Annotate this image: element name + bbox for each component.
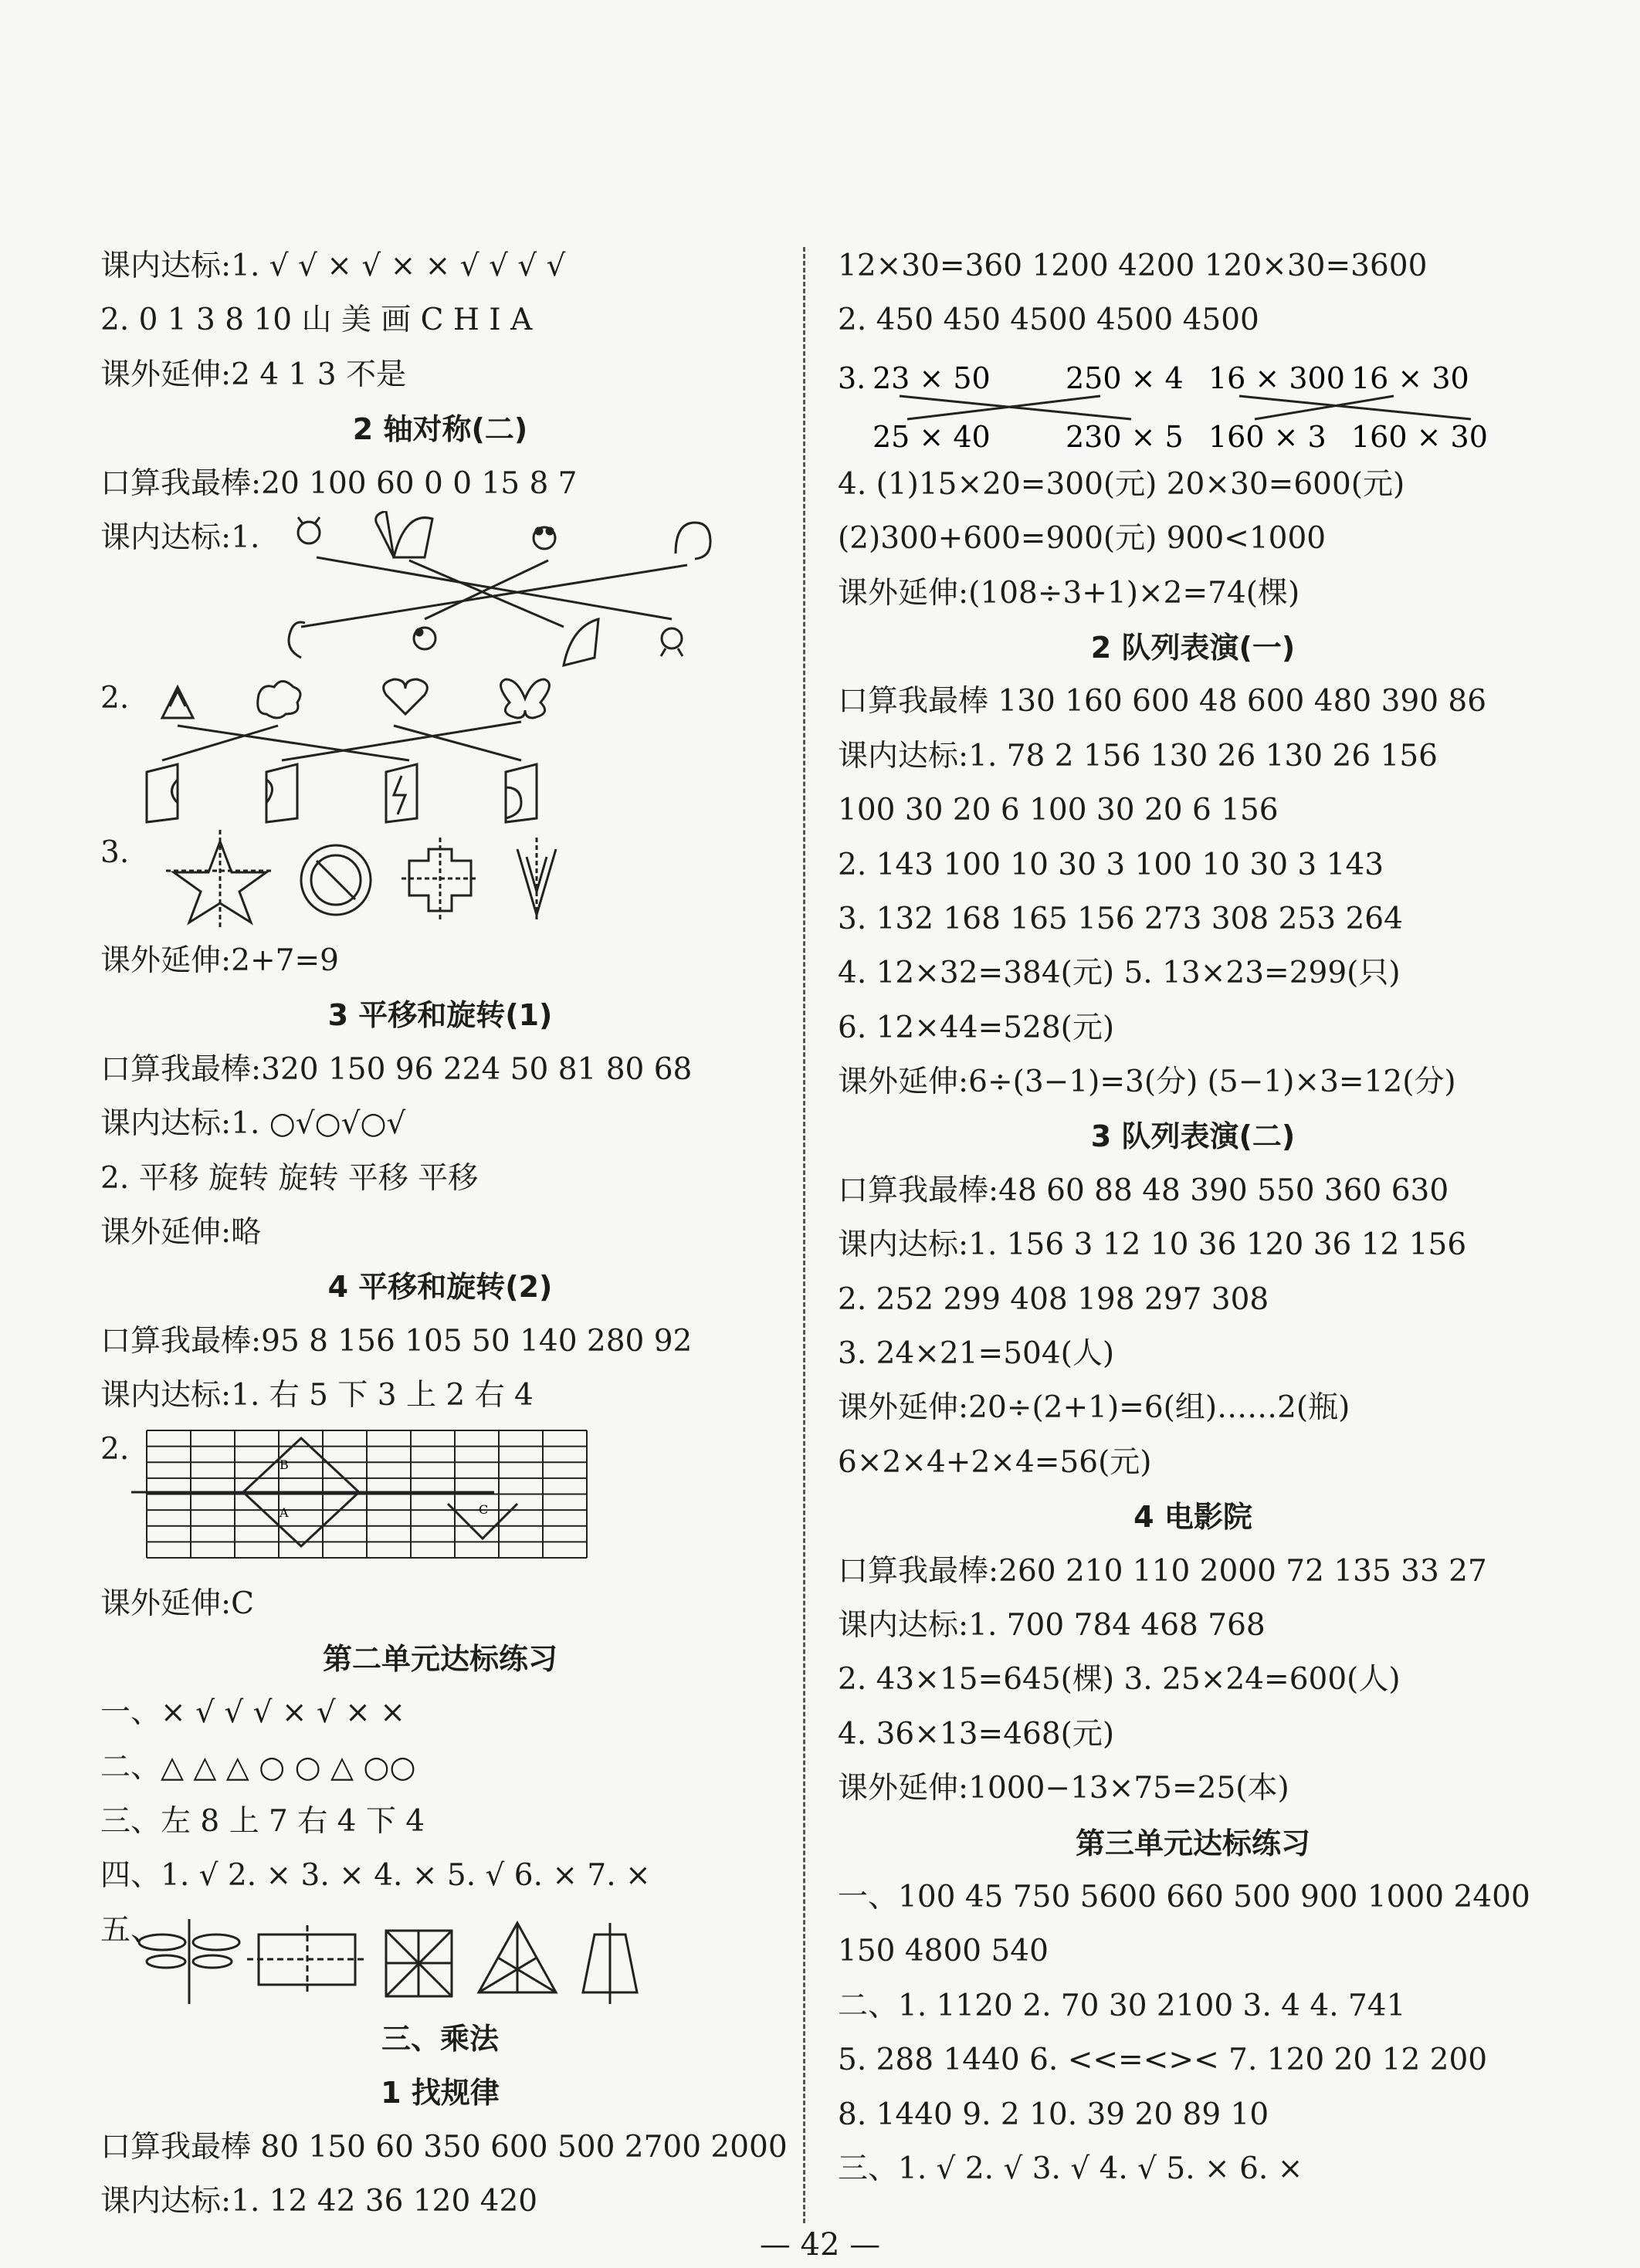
- answer-line: 口算我最棒:95 8 156 105 50 140 280 92: [100, 1323, 693, 1359]
- right-column: [838, 239, 1548, 2196]
- match-top-item: 250 × 4: [1066, 361, 1184, 395]
- match-top-item: 16 × 300: [1208, 361, 1345, 395]
- figure-label: 课内达标:1.: [100, 520, 260, 555]
- section-heading: 4 电影院: [1133, 1500, 1252, 1535]
- answer-line: 口算我最棒:48 60 88 48 390 550 360 630: [838, 1173, 1449, 1208]
- figure-label: 五、: [100, 1912, 161, 1948]
- answer-line: 2. 0 1 3 8 10 山 美 画 C H I A: [100, 303, 533, 338]
- grid-figure: [100, 1423, 780, 1577]
- answer-line: 2. 252 299 408 198 297 308: [838, 1281, 1269, 1317]
- answer-line: 课内达标:1. √ √ × √ × × √ √ √ √: [100, 249, 566, 283]
- figure-label: 2.: [100, 680, 130, 716]
- answer-line: 8. 1440 9. 2 10. 39 20 89 10: [838, 2097, 1269, 2132]
- section-heading: 第二单元达标练习: [322, 1641, 557, 1676]
- left-column: [100, 239, 788, 2229]
- answer-line: 课内达标:1. ○√○√○√: [100, 1106, 406, 1142]
- answer-line: 一、× √ √ √ × √ × ×: [100, 1695, 405, 1731]
- answer-line: 6. 12×44=528(元): [838, 1010, 1115, 1045]
- matching-figure-1: [100, 511, 780, 672]
- section-heading: 三、乘法: [381, 2021, 499, 2056]
- symmetry-matching-drawing: [100, 511, 780, 672]
- answer-line: 课内达标:1. 156 3 12 10 36 120 36 12 156: [838, 1227, 1467, 1263]
- answer-line: 课外延伸:C: [100, 1586, 254, 1622]
- answer-line: 一、100 45 750 5600 660 500 900 1000 2400: [838, 1879, 1530, 1914]
- answer-line: 口算我最棒 80 150 60 350 600 500 2700 2000: [100, 2129, 788, 2165]
- section-heading: 4 平移和旋转(2): [327, 1270, 553, 1305]
- answer-line: 三、左 8 上 7 右 4 下 4: [100, 1804, 425, 1840]
- section-heading: 第三单元达标练习: [1075, 1826, 1310, 1860]
- answer-line: 口算我最棒:320 150 96 224 50 81 80 68: [100, 1051, 693, 1087]
- match-top-item: 16 × 30: [1351, 361, 1469, 395]
- answer-line: 课外延伸:6÷(3−1)=3(分) (5−1)×3=12(分): [838, 1065, 1456, 1100]
- match-top-item: 23 × 50: [873, 361, 991, 395]
- answer-line: 3. 132 168 165 156 273 308 253 264: [838, 901, 1403, 936]
- answer-line: 口算我最棒:260 210 110 2000 72 135 33 27: [838, 1553, 1487, 1589]
- product-matching-figure: [838, 348, 1548, 458]
- page-number: — 42 —: [759, 2227, 881, 2263]
- symmetry-axes-drawing: [100, 826, 780, 934]
- answer-line: 2. 450 450 4500 4500 4500: [838, 303, 1259, 338]
- answer-line: (2)300+600=900(元) 900<1000: [838, 521, 1327, 557]
- folding-matching-drawing: [100, 672, 780, 826]
- answer-line: 150 4800 540: [838, 1934, 1049, 1969]
- answer-line: 2. 143 100 10 30 3 100 10 30 3 143: [838, 847, 1384, 882]
- answer-line: 3. 24×21=504(人): [838, 1336, 1115, 1372]
- symmetry-figure-5: [100, 1904, 780, 2012]
- answer-line: 2. 43×15=645(棵) 3. 25×24=600(人): [838, 1662, 1401, 1698]
- answer-line: 课外延伸:略: [100, 1214, 262, 1250]
- answer-line: 课内达标:1. 700 784 468 768: [838, 1607, 1266, 1643]
- grid-letter: A: [280, 1505, 289, 1521]
- section-heading: 2 轴对称(二): [352, 412, 528, 447]
- symmetry-lines-drawing: [100, 1904, 780, 2012]
- answer-line: 二、1. 1120 2. 70 30 2100 3. 4 4. 741: [838, 1988, 1406, 2023]
- column-divider: [803, 247, 805, 2223]
- section-heading: 3 队列表演(二): [1090, 1119, 1296, 1154]
- match-bottom-item: 160 × 3: [1208, 419, 1327, 454]
- grid-letter: C: [479, 1502, 489, 1518]
- matching-figure-3: [100, 826, 780, 934]
- section-heading: 3 平移和旋转(1): [327, 998, 553, 1033]
- matching-figure-2: [100, 672, 780, 826]
- answer-line: 课外延伸:20÷(2+1)=6(组)……2(瓶): [838, 1390, 1350, 1426]
- figure-label: 3.: [100, 834, 130, 870]
- figure-label: 2.: [100, 1432, 130, 1467]
- answer-line: 4. 36×13=468(元): [838, 1716, 1115, 1752]
- answer-line: 4. 12×32=384(元) 5. 13×23=299(只): [838, 956, 1401, 991]
- answer-line: 课外延伸:1000−13×75=25(本): [838, 1771, 1289, 1806]
- answer-line: 课内达标:1. 12 42 36 120 420: [100, 2183, 538, 2219]
- answer-line: 二、△ △ △ ○ ○ △ ○○: [100, 1749, 416, 1785]
- match-bottom-item: 25 × 40: [873, 419, 991, 454]
- answer-line: 2. 平移 旋转 旋转 平移 平移: [100, 1160, 479, 1196]
- answer-line: 课外延伸:2+7=9: [100, 943, 339, 978]
- answer-line: 课外延伸:2 4 1 3 不是: [100, 357, 406, 392]
- answer-line: 口算我最棒 130 160 600 48 600 480 390 86: [838, 684, 1487, 719]
- match-bottom-item: 230 × 5: [1066, 419, 1184, 454]
- answer-line: 4. (1)15×20=300(元) 20×30=600(元): [838, 466, 1405, 502]
- answer-line: 5. 288 1440 6. <<=<>< 7. 120 20 12 200: [838, 2043, 1488, 2078]
- grid-letter: B: [280, 1457, 289, 1473]
- figure-label: 3.: [838, 361, 866, 395]
- section-heading: 2 队列表演(一): [1090, 630, 1296, 665]
- answer-line: 12×30=360 1200 4200 120×30=3600: [838, 249, 1428, 283]
- answer-line: 四、1. √ 2. × 3. × 4. × 5. √ 6. × 7. ×: [100, 1858, 651, 1894]
- section-heading: 1 找规律: [381, 2076, 500, 2111]
- answer-line: 课内达标:1. 78 2 156 130 26 130 26 156: [838, 738, 1438, 773]
- product-matching-drawing: [838, 348, 1548, 458]
- translation-grid-drawing: [100, 1423, 780, 1577]
- answer-line: 口算我最棒:20 100 60 0 0 15 8 7: [100, 465, 578, 501]
- answer-line: 课内达标:1. 右 5 下 3 上 2 右 4: [100, 1378, 534, 1413]
- match-bottom-item: 160 × 30: [1351, 419, 1488, 454]
- answer-line: 6×2×4+2×4=56(元): [838, 1444, 1152, 1480]
- answer-line: 三、1. √ 2. √ 3. √ 4. √ 5. × 6. ×: [838, 2151, 1303, 2186]
- answer-line: 100 30 20 6 100 30 20 6 156: [838, 793, 1279, 828]
- answer-line: 课外延伸:(108÷3+1)×2=74(棵): [838, 575, 1300, 611]
